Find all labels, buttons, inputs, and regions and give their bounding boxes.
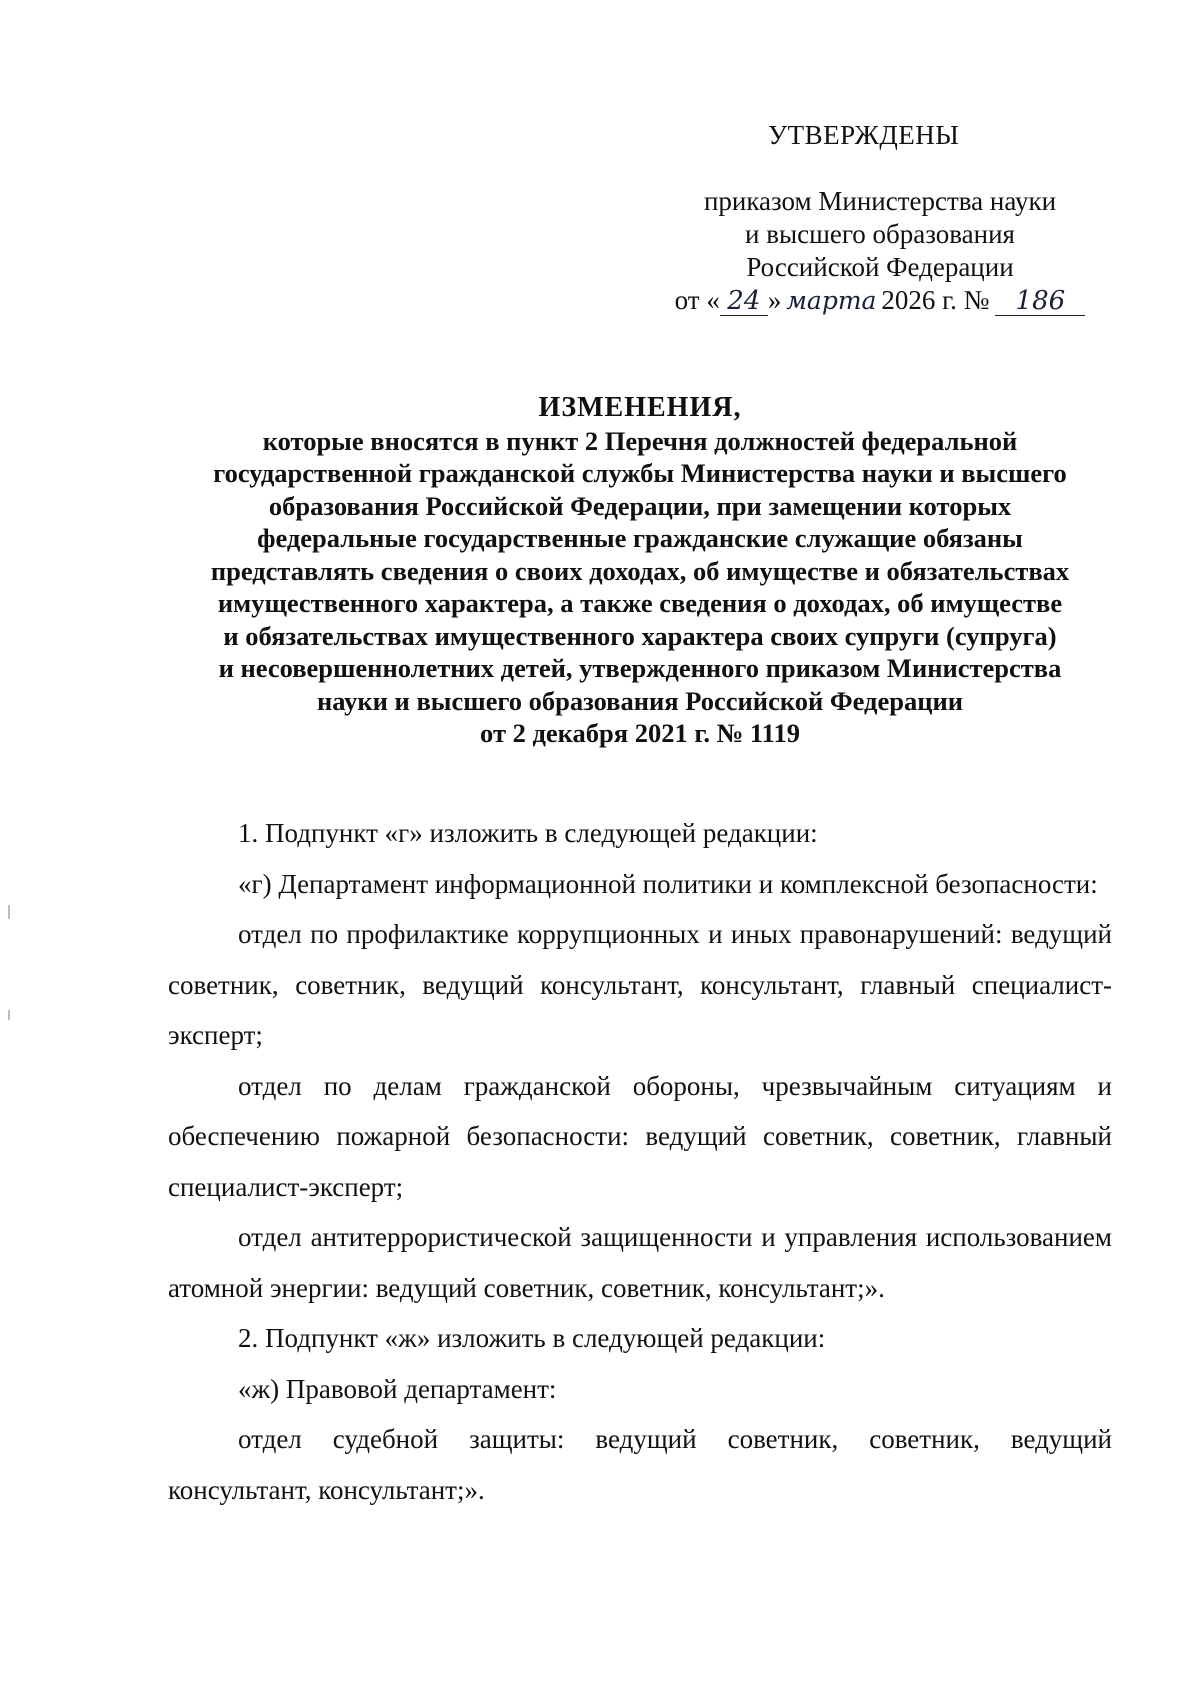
approved-heading: УТВЕРЖДЕНЫ (768, 120, 960, 150)
handwritten-day: 24 (720, 287, 768, 316)
paragraph-1: 1. Подпункт «г» изложить в следующей редакции: (238, 818, 818, 848)
paragraph-8: отдел судебной защиты: ведущий советник, советник, ведущий консультант, консультант;». (168, 1424, 1112, 1505)
title-line: федеральные государственные гражданские служащие обязаны (257, 523, 1023, 553)
scan-edge-mark (8, 1010, 10, 1020)
issuer-block (600, 185, 1160, 317)
paragraph-6: 2. Подпункт «ж» изложить в следующей редакции: (238, 1323, 826, 1353)
order-prefix: от « (674, 285, 720, 315)
document-title (168, 392, 1112, 750)
title-line: представлять сведения о своих доходах, об имуществе и обязательствах (210, 555, 1070, 586)
scan-edge-mark (8, 905, 10, 919)
title-line: которые вносятся в пункт 2 Перечня должностей федеральной (262, 425, 1018, 456)
title-line: и несовершеннолетних детей, утвержденного приказом Министерства (218, 653, 1062, 683)
order-day-close: » (767, 285, 782, 315)
paragraph-3: отдел по профилактике коррупционных и иных правонарушений: ведущий советник, советник, ведущий консультант, консультант, главный специалист-эксперт; (168, 919, 1112, 1050)
issuer-line: приказом Министерства науки (703, 186, 1057, 216)
handwritten-order-number: 186 (995, 287, 1085, 316)
title-line: науки и высшего образования Российской Федерации (316, 685, 964, 716)
title-line: образования Российской Федерации, при замещении которых (268, 490, 1012, 521)
title-line: государственной гражданской службы Министерства науки и высшего (213, 458, 1067, 488)
title-main: ИЗМЕНЕНИЯ, (538, 392, 742, 423)
issuer-line: и высшего образования (745, 219, 1015, 249)
title-line: от 2 декабря 2021 г. № 1119 (480, 718, 800, 748)
paragraph-5: отдел антитеррористической защищенности и управления использованием атомной энергии: ведущий советник, советник, консультант;». (168, 1222, 1112, 1303)
order-year: 2026 г. № (881, 285, 990, 315)
paragraph-4: отдел по делам гражданской обороны, чрезвычайным ситуациям и обеспечению пожарной безопасности: ведущий советник, советник, главный специалист-эксперт; (168, 1070, 1112, 1202)
order-date-number-line (600, 284, 1160, 317)
paragraph-2: «г) Департамент информационной политики и комплексной безопасности: (238, 868, 1098, 899)
title-line: имущественного характера, а также сведения о доходах, об имуществе (217, 588, 1063, 618)
issuer-line: Российской Федерации (746, 252, 1014, 282)
handwritten-month: марта (786, 286, 877, 315)
title-line: и обязательствах имущественного характера своих супруги (супруга) (223, 620, 1057, 651)
paragraph-7: «ж) Правовой департамент: (238, 1373, 557, 1404)
document-body (168, 808, 1112, 1515)
